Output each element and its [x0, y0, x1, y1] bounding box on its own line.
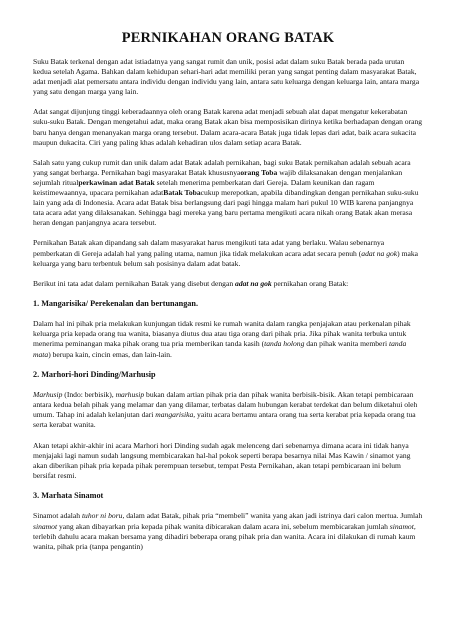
bold-term-batak-toba: Batak Toba — [163, 188, 201, 198]
italic-term-marhusip: Marhusip — [33, 390, 63, 400]
text-run: Salah satu yang cukup rumit dan unik dalam adat Batak adalah pernikahan, bagi suku Batak pernikahan adalah sebuah acara yang sangat berharga. Pernikahan bagi masyarakat Batak khususnya — [33, 157, 411, 177]
text-run: Pernikahan Batak akan dipandang sah dalam masyarakat harus mengikuti tata adat yang berlaku. Walau sebenarnya pemberkatan di Gereja adalah hal yang paling utama, namun jika tidak melakukan acara adat secara penuh ( — [33, 238, 385, 258]
italic-term-sinamot: sinamot, — [389, 521, 416, 531]
text-run: dalam adat Batak, pihak pria “membeli” wanita yang akan jadi istrinya dari calon mertua. Jumlah — [124, 511, 423, 521]
paragraph-adat: Adat sangat dijunjung tinggi keberadaannya oleh orang Batak karena adat menjadi sebuah alat dapat mengatur kekerabatan suku-suku Batak. Dengan mengetahui adat, maka orang Batak akan bisa memposisikan dirinya ketika berhadapan dengan orang baru hanya dengan menanyakan marga orang tersebut. Dalam acara-acara Batak juga tidak lepas dari adat, baik acara sukacita maupun dukacita. Ciri yang paling khas adalah kehadiran ulos dalam setiap acara Batak. — [33, 107, 423, 147]
section-heading-mangarisika: 1. Mangarisika/ Perekenalan dan bertunangan. — [33, 298, 198, 308]
text-run: pernikahan orang Batak: — [271, 278, 349, 288]
paragraph-sinamot — [33, 511, 423, 551]
text-run: wajib dilaksanakan dengan menjalankan sejumlah ritual — [33, 167, 403, 187]
paragraph-pernikahan — [33, 158, 423, 229]
italic-term-sinamot: sinamot — [33, 521, 58, 531]
italic-term-tanda-mata: tanda mata — [33, 339, 407, 359]
italic-term-marhusip: marhusip — [115, 390, 145, 400]
text-run: Berikut ini tata adat dalam pernikahan Batak yang disebut dengan — [33, 278, 236, 288]
text-run: Dalam hal ini pihak pria melakukan kunjungan tidak resmi ke rumah wanita dalam rangka penjajakan atau perkenalan pihak keluarga pria kepada orang tua wanita, biasanya diutus dua atau tiga orang dari pihak pria. Jika pihak wanita terbuka untuk menerima peminangan maka pihak orang tua pria memberikan tanda kasih ( — [33, 319, 411, 349]
italic-term-adat-na-gok: adat na gok — [361, 248, 398, 258]
text-run: yaitu acara bertamu antara orang tua serta kerabat pria kepada orang tua serta kerabat wanita. — [33, 410, 416, 430]
italic-term-mangarisika: mangarisika, — [155, 410, 196, 420]
text-run: bukan dalam artian pihak pria dan pihak wanita berbisik-bisik. Akan tetapi pembicaraan antara kedua belah pihak yang melamar dan yang dilamar, terbatas dalam hubungan kerabat terdekat dan belum diketahui oleh umum. Tahap ini adalah kelanjutan dari — [33, 390, 418, 420]
bold-term-perkawinan-adat: perkawinan adat Batak — [78, 177, 155, 187]
document-page — [33, 30, 423, 562]
italic-term-tuhor-ni-boru: tuhor ni boru, — [81, 511, 125, 521]
paragraph-marhori-hori: Akan tetapi akhir-akhir ini acara Marhori hori Dinding sudah agak melenceng dari sebenarnya dimana acara ini tidak hanya menjajaki lagi namun sudah langsung membicarakan hal-hal pokok seperti berapa besarnya nilai Mas Kawin / sinamot yang akan diberikan pihak pria kepada pihak perempuan tersebut, tempat Pesta Pernikahan, akan tetapi pembicaraan ini belum bersifat resmi. — [33, 440, 411, 480]
paragraph-mangarisika — [33, 319, 423, 359]
text-run: yang akan dibayarkan pria kepada pihak wanita dibicarakan dalam acara ini, sebelum membicarakan jumlah — [57, 521, 390, 531]
bold-term-orang-toba: orang Toba — [240, 167, 278, 177]
italic-term-tanda-holong: tanda holong — [264, 339, 305, 349]
paragraph-intro: Suku Batak terkenal dengan adat istiadatnya yang sangat rumit dan unik, posisi adat dalam suku Batak berada pada urutan kedua setelah Agama. Bahkan dalam kehidupan sehari-hari adat memiliki peran yang sangat penting dalam masyarakat Batak, adat menjadi alat pemersatu antara individu dengan individu yang lain, antara satu keluarga dengan keluarga lain, antara marga yang satu dengan marga yang lain. — [33, 57, 420, 97]
section-heading-sinamot: 3. Marhata Sinamot — [33, 490, 104, 500]
text-run: Sinamot adalah — [33, 511, 82, 521]
paragraph-marhusip — [33, 390, 423, 430]
text-run: terlebih dahulu acara makan bersama yang dihadiri beberapa orang pihak pria dan wanita. Acara ini dilakukan di rumah kaum wanita, pihak pria (tanpa pengantin) — [33, 531, 416, 551]
text-run: ) maka keluarga yang baru terbentuk belum sah posisinya dalam adat batak. — [33, 248, 419, 268]
text-run: ) berupa kain, cincin emas, dan lain-lain. — [48, 349, 172, 359]
bold-italic-term-adat-na-gok: adat na gok — [235, 278, 272, 288]
text-run: (Indo: berbisik), — [62, 390, 116, 400]
text-run: cukup merepotkan, apabila dibandingkan dengan pernikahan suku-suku lain yang ada di Indonesia. Acara adat Batak bisa berlangsung dari pagi hingga malam hari pukul 10 WIB karena panjangnya tata acara adat yang dilaksanakan. Sehingga bagi mereka yang baru pertama mengikuti acara nikah orang Batak akan merasa heran dengan panjangnya acara tersebut. — [33, 188, 419, 228]
text-run: setelah menerima pemberkatan dari Gereja. Dalam keunikan dan ragam keistimewaannya, upacara pernikahan adat — [33, 177, 375, 198]
text-run: dan pihak wanita memberi — [304, 339, 389, 349]
paragraph-sah — [33, 238, 423, 268]
document-title: PERNIKAHAN ORANG BATAK — [121, 30, 335, 46]
paragraph-berikut — [33, 279, 423, 289]
section-heading-marhusip: 2. Marhori-hori Dinding/Marhusip — [33, 369, 156, 379]
